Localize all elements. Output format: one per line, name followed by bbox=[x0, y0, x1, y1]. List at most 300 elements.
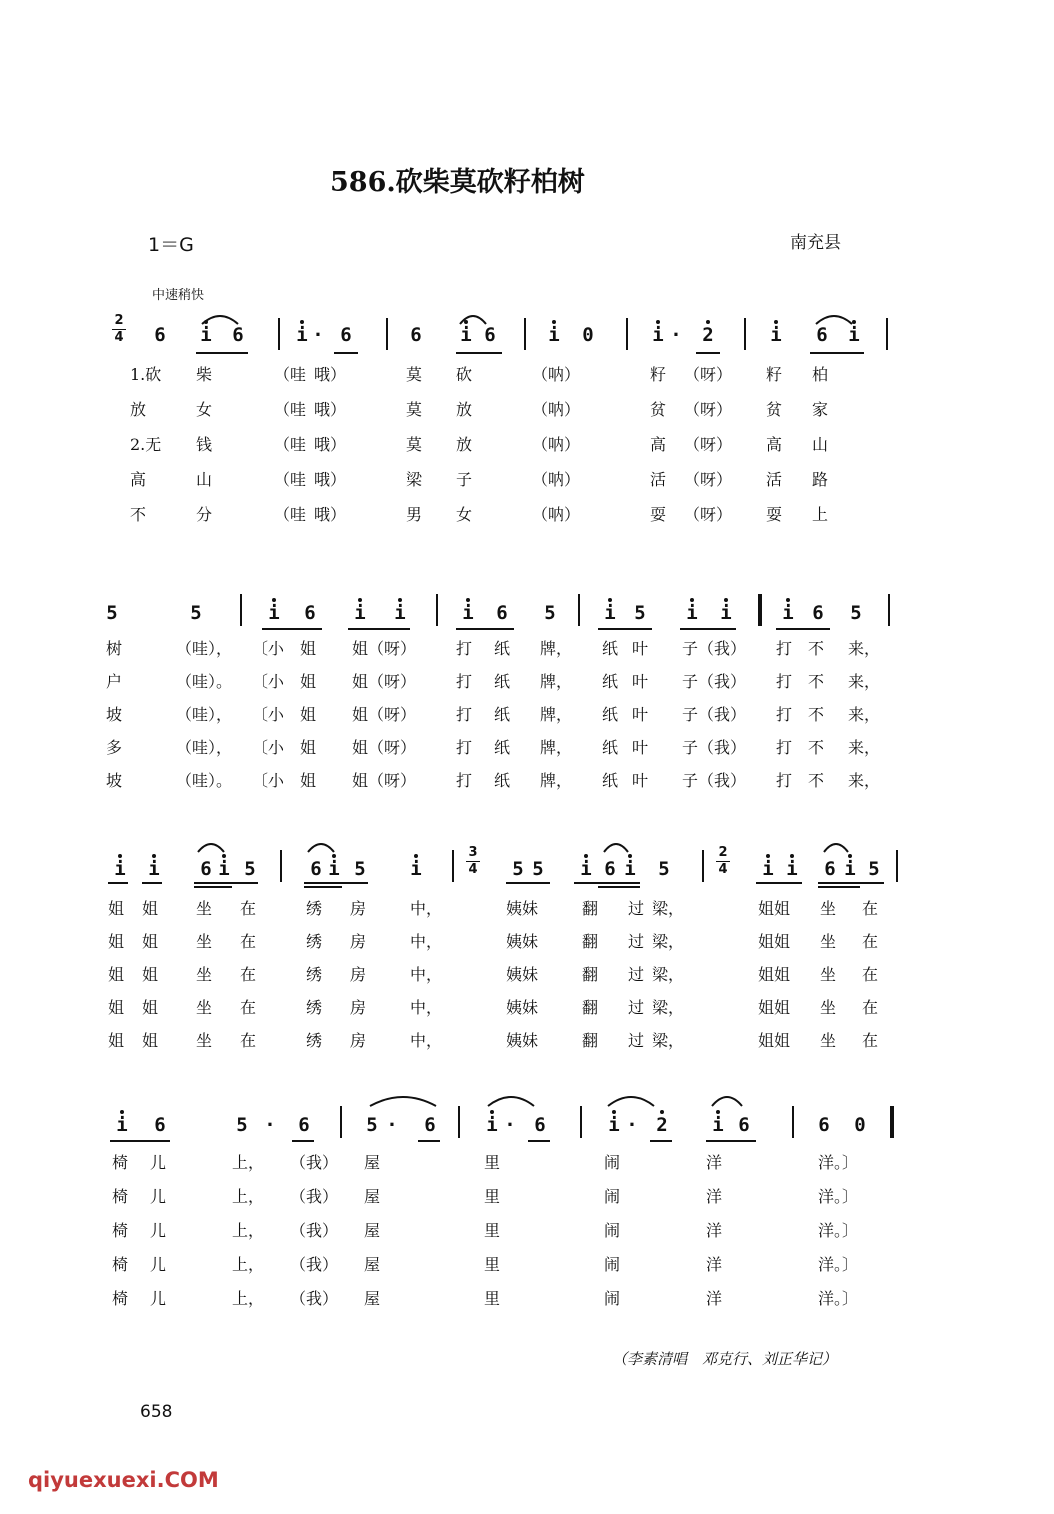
lyric-syllable: 儿 bbox=[150, 1187, 167, 1206]
lyric-syllable: 莫 bbox=[406, 365, 423, 384]
lyric-syllable: 姐 bbox=[300, 738, 317, 757]
lyric-syllable: 姐 bbox=[108, 1031, 125, 1050]
lyric-syllable: 哦） bbox=[314, 470, 347, 489]
beam bbox=[706, 1140, 756, 1142]
lyric-syllable: 中， bbox=[410, 998, 443, 1017]
key-signature: 1＝G bbox=[148, 234, 194, 256]
lyric-syllable: 洋 bbox=[706, 1153, 723, 1172]
note: i bbox=[848, 324, 860, 346]
octave-dot bbox=[118, 854, 122, 858]
lyric-syllable: 过 bbox=[628, 998, 645, 1017]
slur bbox=[606, 1092, 656, 1108]
lyric-syllable: 不 bbox=[808, 705, 825, 724]
lyric-syllable: 叶 bbox=[632, 738, 649, 757]
lyric-syllable: 牌， bbox=[540, 771, 573, 790]
dot: · bbox=[312, 324, 324, 346]
lyric-syllable: 闹 bbox=[604, 1289, 621, 1308]
beam bbox=[292, 1140, 314, 1142]
barline bbox=[626, 318, 628, 350]
note: i bbox=[116, 1114, 128, 1136]
barline bbox=[280, 850, 282, 882]
note: 0 bbox=[582, 324, 594, 346]
beam bbox=[262, 628, 322, 630]
note: 5 bbox=[106, 602, 118, 624]
lyric-syllable: 里 bbox=[484, 1187, 501, 1206]
lyric-syllable: 上， bbox=[232, 1153, 265, 1172]
lyric-syllable: （哇）， bbox=[176, 738, 233, 757]
lyric-syllable: 〔小 bbox=[252, 672, 285, 691]
lyric-syllable: 房 bbox=[350, 1031, 367, 1050]
lyric-syllable: 姐 bbox=[300, 639, 317, 658]
lyric-syllable: 贫 bbox=[650, 400, 667, 419]
lyric-syllable: 来， bbox=[848, 705, 881, 724]
beam bbox=[194, 886, 232, 888]
note: i bbox=[460, 324, 472, 346]
lyric-syllable: 高 bbox=[766, 435, 783, 454]
octave-dot bbox=[414, 854, 418, 858]
beam bbox=[810, 352, 864, 354]
lyric-syllable: 纸 bbox=[602, 705, 619, 724]
beam bbox=[348, 628, 410, 630]
lyric-syllable: （哇 bbox=[274, 470, 307, 489]
lyric-syllable: 高 bbox=[130, 470, 147, 489]
lyric-syllable: 2.无 bbox=[130, 435, 162, 454]
dot: · bbox=[504, 1114, 516, 1136]
lyric-syllable: 儿 bbox=[150, 1153, 167, 1172]
note: i bbox=[462, 602, 474, 624]
note: 6 bbox=[298, 1114, 310, 1136]
lyric-syllable: 姨妹 bbox=[506, 1031, 539, 1050]
note: i bbox=[712, 1114, 724, 1136]
lyric-syllable: 屋 bbox=[364, 1289, 381, 1308]
note: 6 bbox=[232, 324, 244, 346]
dot: · bbox=[670, 324, 682, 346]
lyric-syllable: 翻 bbox=[582, 932, 599, 951]
score-system-3 bbox=[0, 838, 1054, 898]
octave-dot bbox=[300, 320, 304, 324]
lyric-syllable: 姐姐 bbox=[758, 899, 791, 918]
barline bbox=[278, 318, 280, 350]
barline bbox=[896, 850, 898, 882]
lyric-syllable: 子（我） bbox=[682, 738, 747, 757]
lyric-syllable: 儿 bbox=[150, 1221, 167, 1240]
lyric-syllable: 儿 bbox=[150, 1289, 167, 1308]
lyric-syllable: 姐（呀） bbox=[352, 738, 417, 757]
lyric-syllable: 过 bbox=[628, 965, 645, 984]
beam bbox=[304, 886, 342, 888]
note: 5 bbox=[354, 858, 366, 880]
lyric-syllable: 闹 bbox=[604, 1255, 621, 1274]
lyric-syllable: 中， bbox=[410, 1031, 443, 1050]
beam bbox=[456, 352, 502, 354]
lyric-syllable: 哦） bbox=[314, 505, 347, 524]
lyric-syllable: 姐 bbox=[142, 965, 159, 984]
lyric-syllable: 叶 bbox=[632, 771, 649, 790]
lyric-syllable: 不 bbox=[808, 771, 825, 790]
lyric-syllable: 打 bbox=[456, 639, 473, 658]
lyric-syllable: （呀） bbox=[684, 400, 733, 419]
lyric-syllable: 叶 bbox=[632, 705, 649, 724]
lyric-syllable: 打 bbox=[776, 672, 793, 691]
note: i bbox=[200, 324, 212, 346]
lyric-syllable: 分 bbox=[196, 505, 213, 524]
lyric-syllable: 上， bbox=[232, 1221, 265, 1240]
octave-dot bbox=[120, 1110, 124, 1114]
lyric-syllable: 翻 bbox=[582, 998, 599, 1017]
score-system-4 bbox=[0, 1090, 1054, 1150]
lyric-syllable: 户 bbox=[106, 672, 123, 691]
lyric-syllable: 绣 bbox=[306, 899, 323, 918]
lyric-syllable: 椅 bbox=[112, 1289, 129, 1308]
note: i bbox=[394, 602, 406, 624]
barline bbox=[458, 1106, 460, 1138]
lyric-syllable: 绣 bbox=[306, 932, 323, 951]
lyric-syllable: （哇 bbox=[274, 400, 307, 419]
lyric-syllable: 山 bbox=[196, 470, 213, 489]
lyric-syllable: 里 bbox=[484, 1255, 501, 1274]
lyric-syllable: 贫 bbox=[766, 400, 783, 419]
note: i bbox=[328, 858, 340, 880]
beam bbox=[650, 1140, 672, 1142]
lyric-syllable: 椅 bbox=[112, 1255, 129, 1274]
lyric-syllable: 梁， bbox=[652, 1031, 685, 1050]
lyric-syllable: 在 bbox=[240, 899, 257, 918]
note: i bbox=[148, 858, 160, 880]
lyric-syllable: 〔小 bbox=[252, 705, 285, 724]
octave-dot bbox=[466, 598, 470, 602]
note: 6 bbox=[154, 1114, 166, 1136]
lyric-syllable: 坡 bbox=[106, 771, 123, 790]
lyric-syllable: 在 bbox=[240, 932, 257, 951]
lyric-syllable: 姐 bbox=[108, 899, 125, 918]
lyric-syllable: （呐） bbox=[532, 435, 581, 454]
lyric-syllable: 纸 bbox=[602, 639, 619, 658]
beam bbox=[418, 1140, 440, 1142]
lyric-syllable: 屋 bbox=[364, 1255, 381, 1274]
lyric-syllable: 洋。〕 bbox=[818, 1221, 859, 1240]
lyric-syllable: 里 bbox=[484, 1153, 501, 1172]
barline bbox=[340, 1106, 342, 1138]
beam bbox=[598, 628, 652, 630]
note: 6 bbox=[484, 324, 496, 346]
lyric-syllable: 姨妹 bbox=[506, 965, 539, 984]
lyric-syllable: 闹 bbox=[604, 1153, 621, 1172]
barline bbox=[702, 850, 704, 882]
lyric-syllable: 姐 bbox=[300, 771, 317, 790]
lyric-syllable: 哦） bbox=[314, 435, 347, 454]
lyric-syllable: 姐姐 bbox=[758, 932, 791, 951]
lyric-syllable: 放 bbox=[456, 435, 473, 454]
note: 5 bbox=[366, 1114, 378, 1136]
lyric-syllable: （我） bbox=[290, 1153, 339, 1172]
lyric-syllable: 男 bbox=[406, 505, 423, 524]
lyric-syllable: （呐） bbox=[532, 400, 581, 419]
lyric-syllable: 1.砍 bbox=[130, 365, 162, 384]
lyric-syllable: 在 bbox=[862, 965, 879, 984]
lyric-syllable: 翻 bbox=[582, 965, 599, 984]
lyric-syllable: 中， bbox=[410, 965, 443, 984]
lyric-syllable: 坐 bbox=[196, 998, 213, 1017]
lyric-syllable: 梁 bbox=[406, 470, 423, 489]
lyric-syllable: 耍 bbox=[650, 505, 667, 524]
beam bbox=[506, 882, 550, 884]
octave-dot bbox=[706, 320, 710, 324]
lyric-syllable: 姐 bbox=[142, 932, 159, 951]
beam bbox=[696, 352, 720, 354]
lyric-syllable: 洋。〕 bbox=[818, 1289, 859, 1308]
note: i bbox=[770, 324, 782, 346]
lyric-syllable: 路 bbox=[812, 470, 829, 489]
beam bbox=[110, 1140, 170, 1142]
lyric-syllable: 洋。〕 bbox=[818, 1187, 859, 1206]
lyric-syllable: 房 bbox=[350, 932, 367, 951]
song-title: 586.砍柴莫砍籽柏树 bbox=[330, 167, 585, 198]
lyric-syllable: 姐姐 bbox=[758, 965, 791, 984]
lyric-syllable: （哇）。 bbox=[176, 771, 233, 790]
slur bbox=[368, 1092, 438, 1108]
lyric-syllable: 姐 bbox=[108, 965, 125, 984]
lyric-syllable: 姐 bbox=[300, 672, 317, 691]
lyric-syllable: （呀） bbox=[684, 505, 733, 524]
lyric-syllable: 打 bbox=[456, 705, 473, 724]
barline bbox=[886, 318, 888, 350]
lyric-syllable: （呀） bbox=[684, 365, 733, 384]
lyric-syllable: 叶 bbox=[632, 672, 649, 691]
beam bbox=[334, 352, 358, 354]
beam bbox=[756, 882, 802, 884]
octave-dot bbox=[398, 598, 402, 602]
lyric-syllable: 籽 bbox=[650, 365, 667, 384]
lyric-syllable: 耍 bbox=[766, 505, 783, 524]
note: i bbox=[486, 1114, 498, 1136]
beam bbox=[456, 628, 514, 630]
barline bbox=[580, 1106, 582, 1138]
note: 6 bbox=[534, 1114, 546, 1136]
note: i bbox=[782, 602, 794, 624]
octave-dot bbox=[608, 598, 612, 602]
lyric-syllable: 钱 bbox=[196, 435, 213, 454]
lyric-syllable: 屋 bbox=[364, 1221, 381, 1240]
lyric-syllable: 坐 bbox=[196, 965, 213, 984]
barline bbox=[386, 318, 388, 350]
lyric-syllable: 纸 bbox=[494, 771, 511, 790]
note: 6 bbox=[812, 602, 824, 624]
lyric-syllable: 坐 bbox=[820, 998, 837, 1017]
lyric-syllable: 〔小 bbox=[252, 639, 285, 658]
credit: （李素清唱 邓克行、刘正华记） bbox=[612, 1350, 838, 1368]
lyric-syllable: 打 bbox=[456, 738, 473, 757]
lyric-syllable: （哇 bbox=[274, 365, 307, 384]
lyric-syllable: 儿 bbox=[150, 1255, 167, 1274]
lyric-syllable: 在 bbox=[240, 965, 257, 984]
time-signature: 3 4 bbox=[466, 846, 480, 877]
lyric-syllable: 椅 bbox=[112, 1221, 129, 1240]
octave-dot bbox=[786, 598, 790, 602]
barline bbox=[792, 1106, 794, 1138]
lyric-syllable: （哇）。 bbox=[176, 672, 233, 691]
lyric-syllable: 姐 bbox=[142, 998, 159, 1017]
note: 0 bbox=[854, 1114, 866, 1136]
beam bbox=[304, 882, 368, 884]
slur bbox=[486, 1092, 536, 1108]
lyric-syllable: 牌， bbox=[540, 672, 573, 691]
lyric-syllable: 坐 bbox=[196, 932, 213, 951]
note: 6 bbox=[824, 858, 836, 880]
barline bbox=[436, 594, 438, 626]
lyric-syllable: 纸 bbox=[602, 738, 619, 757]
lyric-syllable: （我） bbox=[290, 1187, 339, 1206]
region-label: 南充县 bbox=[790, 233, 841, 253]
octave-dot bbox=[204, 320, 208, 324]
beam bbox=[776, 628, 830, 630]
lyric-syllable: 洋 bbox=[706, 1221, 723, 1240]
barline bbox=[888, 594, 890, 626]
octave-dot bbox=[612, 1110, 616, 1114]
note: 2 bbox=[656, 1114, 668, 1136]
octave-dot bbox=[628, 854, 632, 858]
lyric-syllable: （哇）， bbox=[176, 705, 233, 724]
lyric-syllable: 〔小 bbox=[252, 771, 285, 790]
octave-dot bbox=[490, 1110, 494, 1114]
lyric-syllable: 梁， bbox=[652, 932, 685, 951]
note: i bbox=[762, 858, 774, 880]
lyric-syllable: 纸 bbox=[494, 738, 511, 757]
lyric-syllable: （呐） bbox=[532, 470, 581, 489]
lyric-syllable: 里 bbox=[484, 1221, 501, 1240]
lyric-syllable: 洋。〕 bbox=[818, 1255, 859, 1274]
lyric-syllable: 纸 bbox=[494, 639, 511, 658]
octave-dot bbox=[660, 1110, 664, 1114]
lyric-syllable: 子 bbox=[456, 470, 473, 489]
time-signature: 2 4 bbox=[112, 314, 126, 345]
octave-dot bbox=[584, 854, 588, 858]
dot: · bbox=[626, 1114, 638, 1136]
beam bbox=[680, 628, 736, 630]
barline bbox=[452, 850, 454, 882]
lyric-syllable: 莫 bbox=[406, 400, 423, 419]
lyric-syllable: 纸 bbox=[602, 771, 619, 790]
tempo-marking: 中速稍快 bbox=[152, 288, 205, 303]
lyric-syllable: 姨妹 bbox=[506, 998, 539, 1017]
note: 5 bbox=[512, 858, 524, 880]
lyric-syllable: 在 bbox=[240, 998, 257, 1017]
note: i bbox=[268, 602, 280, 624]
lyric-syllable: 姨妹 bbox=[506, 932, 539, 951]
note: i bbox=[218, 858, 230, 880]
lyric-syllable: 子（我） bbox=[682, 672, 747, 691]
note: 5 bbox=[868, 858, 880, 880]
barline bbox=[758, 594, 762, 626]
note: 6 bbox=[304, 602, 316, 624]
lyric-syllable: 翻 bbox=[582, 1031, 599, 1050]
note: i bbox=[608, 1114, 620, 1136]
lyric-syllable: 不 bbox=[808, 639, 825, 658]
lyric-syllable: 绣 bbox=[306, 998, 323, 1017]
note: 6 bbox=[816, 324, 828, 346]
lyric-syllable: 上 bbox=[812, 505, 829, 524]
note: i bbox=[720, 602, 732, 624]
lyric-syllable: 牌， bbox=[540, 705, 573, 724]
lyric-syllable: 活 bbox=[766, 470, 783, 489]
octave-dot bbox=[852, 320, 856, 324]
octave-dot bbox=[848, 854, 852, 858]
lyric-syllable: （呐） bbox=[532, 505, 581, 524]
lyric-syllable: 闹 bbox=[604, 1187, 621, 1206]
lyric-syllable: 活 bbox=[650, 470, 667, 489]
note: 6 bbox=[604, 858, 616, 880]
lyric-syllable: 籽 bbox=[766, 365, 783, 384]
lyric-syllable: 打 bbox=[776, 771, 793, 790]
beam bbox=[598, 886, 640, 888]
slur bbox=[822, 840, 850, 854]
note: 6 bbox=[200, 858, 212, 880]
lyric-syllable: （我） bbox=[290, 1255, 339, 1274]
lyric-syllable: （哇）， bbox=[176, 639, 233, 658]
dot: · bbox=[264, 1114, 276, 1136]
lyric-syllable: 子（我） bbox=[682, 639, 747, 658]
watermark: qiyuexuexi.COM bbox=[28, 1468, 219, 1492]
octave-dot bbox=[690, 598, 694, 602]
note: i bbox=[844, 858, 856, 880]
lyric-syllable: （呐） bbox=[532, 365, 581, 384]
octave-dot bbox=[766, 854, 770, 858]
lyric-syllable: 来， bbox=[848, 738, 881, 757]
lyric-syllable: 叶 bbox=[632, 639, 649, 658]
note: i bbox=[786, 858, 798, 880]
note: i bbox=[548, 324, 560, 346]
lyric-syllable: 翻 bbox=[582, 899, 599, 918]
note: 6 bbox=[738, 1114, 750, 1136]
beam bbox=[528, 1140, 550, 1142]
octave-dot bbox=[552, 320, 556, 324]
note: 5 bbox=[850, 602, 862, 624]
note: 5 bbox=[544, 602, 556, 624]
beam bbox=[196, 352, 248, 354]
lyric-syllable: 树 bbox=[106, 639, 123, 658]
lyric-syllable: 姐（呀） bbox=[352, 705, 417, 724]
slur bbox=[306, 840, 336, 854]
lyric-syllable: 莫 bbox=[406, 435, 423, 454]
lyric-syllable: 纸 bbox=[494, 705, 511, 724]
note: 6 bbox=[310, 858, 322, 880]
octave-dot bbox=[152, 854, 156, 858]
lyric-syllable: 纸 bbox=[602, 672, 619, 691]
octave-dot bbox=[222, 854, 226, 858]
lyric-syllable: 坐 bbox=[820, 1031, 837, 1050]
lyric-syllable: 中， bbox=[410, 932, 443, 951]
lyric-syllable: 高 bbox=[650, 435, 667, 454]
octave-dot bbox=[358, 598, 362, 602]
beam bbox=[818, 886, 860, 888]
lyric-syllable: 姐（呀） bbox=[352, 672, 417, 691]
note: 2 bbox=[702, 324, 714, 346]
lyric-syllable: 在 bbox=[240, 1031, 257, 1050]
note: 5 bbox=[532, 858, 544, 880]
lyric-syllable: 坐 bbox=[820, 899, 837, 918]
lyric-syllable: 上， bbox=[232, 1289, 265, 1308]
time-signature: 2 4 bbox=[716, 846, 730, 877]
lyric-syllable: 家 bbox=[812, 400, 829, 419]
lyric-syllable: 屋 bbox=[364, 1153, 381, 1172]
lyric-syllable: 纸 bbox=[494, 672, 511, 691]
lyric-syllable: 在 bbox=[862, 1031, 879, 1050]
lyric-syllable: 屋 bbox=[364, 1187, 381, 1206]
lyric-syllable: 牌， bbox=[540, 639, 573, 658]
lyric-syllable: 砍 bbox=[456, 365, 473, 384]
note: 6 bbox=[496, 602, 508, 624]
note: i bbox=[114, 858, 126, 880]
lyric-syllable: 闹 bbox=[604, 1221, 621, 1240]
